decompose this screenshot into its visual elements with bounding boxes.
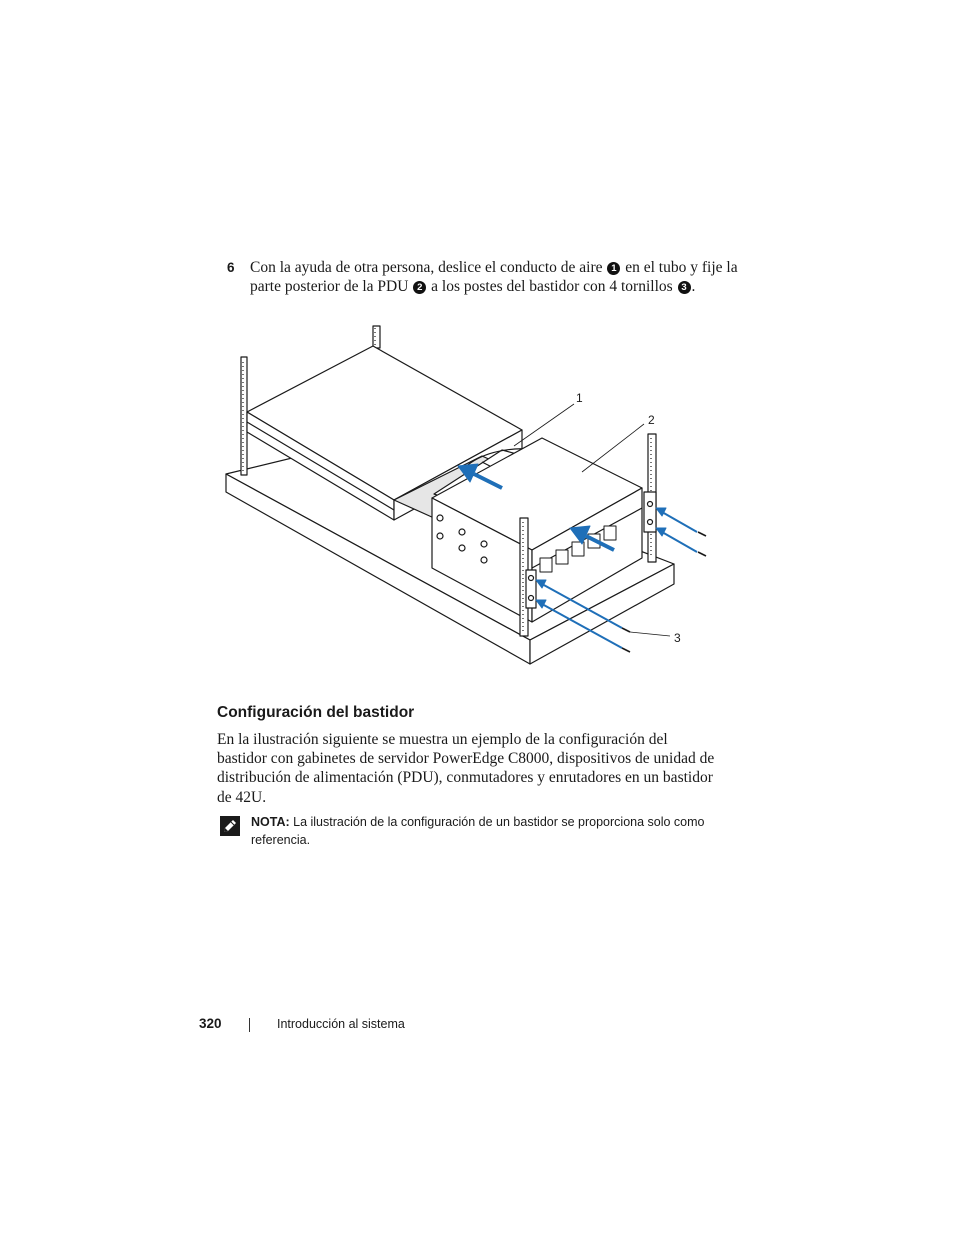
section-heading: Configuración del bastidor [217,704,415,721]
callout-leader-3 [630,632,670,636]
footer-chapter-title: Introducción al sistema [277,1017,405,1031]
callout-leader-2 [582,424,644,472]
callout-label-3: 3 [674,631,681,645]
callout-label-1: 1 [576,391,583,405]
note-text: La ilustración de la configuración de un bastidor se proporciona solo como referencia. [251,815,705,847]
note [251,814,721,849]
footer-separator [249,1018,250,1032]
rack-post-left-rear [241,357,247,475]
step-text: Con la ayuda de otra persona, deslice el conducto de aire 1 en el tubo y fije la parte posterior de la PDU 2 a los postes del bastidor con 4 tornillos 3 . [250,259,738,295]
callout-marker-3: 3 [678,281,691,294]
rack-post-rear-center [373,326,380,348]
callout-marker-2: 2 [413,281,426,294]
step-number: 6 [227,260,235,275]
callout-marker-1: 1 [607,262,620,275]
pencil-note-icon [219,815,241,837]
pdu-installation-illustration [222,322,708,668]
callout-label-2: 2 [648,413,655,427]
section-paragraph: En la ilustración siguiente se muestra un ejemplo de la configuración del bastidor con gabinetes de servidor PowerEdge C8000, dispositivos de unidad de distribución de alimentación (PDU), conmutadores y enrutadores en un bastidor de 42U. [217,731,715,806]
step-6 [227,258,747,296]
note-label: NOTA: [251,815,290,829]
page-number: 320 [199,1016,222,1031]
